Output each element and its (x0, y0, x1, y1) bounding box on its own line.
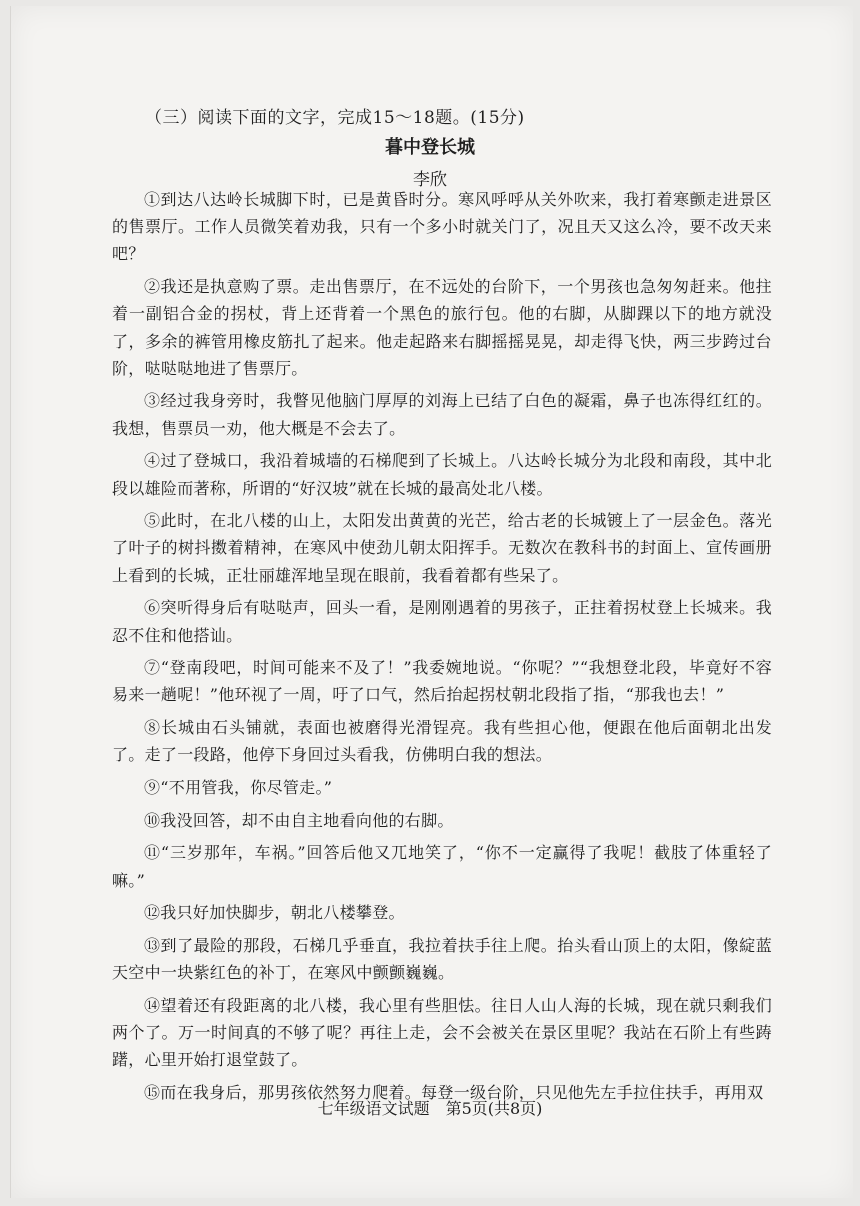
paragraph-12: ⑫我只好加快脚步，朝北八楼攀登。 (144, 903, 405, 923)
section-heading: （三）阅读下面的文字，完成15～18题。(15分) (145, 108, 525, 128)
paragraph-15: ⑮而在我身后，那男孩依然努力爬着。每登一级台阶，只见他先左手拉住扶手，再用双 (144, 1083, 764, 1103)
paragraph-8: ⑧长城由石头铺就，表面也被磨得光滑锃亮。我有些担心他，便跟在他后面朝北出发了。走了一段路，他停下身回过头看我，仿佛明白我的想法。 (112, 718, 772, 765)
paragraph-5: ⑤此时，在北八楼的山上，太阳发出黄黄的光芒，给古老的长城镀上了一层金色。落光了叶子的树抖擞着精神，在寒风中使劲儿朝太阳挥手。无数次在教科书的封面上、宣传画册上看到的长城，正壮丽雄浑地呈现在眼前，我看着都有些呆了。 (112, 511, 772, 585)
paragraph-3: ③经过我身旁时，我瞥见他脑门厚厚的刘海上已结了白色的凝霜，鼻子也冻得红红的。我想，售票员一劝，他大概是不会去了。 (112, 391, 772, 438)
paragraph-14: ⑭望着还有段距离的北八楼，我心里有些胆怯。往日人山人海的长城，现在就只剩我们两个了。万一时间真的不够了呢？再往上走，会不会被关在景区里呢？我站在石阶上有些踌躇，心里开始打退堂鼓了。 (112, 995, 772, 1070)
paragraph-13: ⑬到了最险的那段，石梯几乎垂直，我拉着扶手往上爬。抬头看山顶上的太阳，像綻蓝天空中一块紫红色的补丁，在寒风中颤颤巍巍。 (112, 936, 772, 983)
paragraph-6: ⑥突听得身后有哒哒声，回头一看，是刚刚遇着的男孩子，正拄着拐杖登上长城来。我忍不住和他搭讪。 (112, 598, 772, 645)
paragraph-11: ⑪“三岁那年，车祸。”回答后他又兀地笑了，“你不一定赢得了我呢！截肢了体重轻了嘛。” (112, 843, 772, 890)
paragraph-1: ①到达八达岭长城脚下时，已是黄昏时分。寒风呼呼从关外吹来，我打着寒颤走进景区的售票厅。工作人员微笑着劝我，只有一个多小时就关门了，况且天又这么冷，要不改天来吧？ (112, 190, 772, 264)
paragraph-10: ⑩我没回答，却不由自主地看向他的右脚。 (144, 810, 454, 830)
article-body (112, 186, 772, 1112)
paragraph-4: ④过了登城口，我沿着城墙的石梯爬到了长城上。八达岭长城分为北段和南段，其中北段以雄险而著称，所谓的“好汉坡”就在长城的最高处北八楼。 (112, 451, 772, 498)
paragraph-7: ⑦“登南段吧，时间可能来不及了！”我委婉地说。“你呢？”“我想登北段，毕竟好不容易来一趟呢！”他环视了一周，吁了口气，然后抬起拐杖朝北段指了指，“那我也去！” (112, 658, 772, 705)
article-author: 李欣 (413, 170, 447, 190)
paragraph-9: ⑨“不用管我，你尽管走。” (144, 778, 333, 798)
page-footer: 七年级语文试题 第5页(共8页) (317, 1099, 543, 1118)
paragraph-2: ②我还是执意购了票。走出售票厅，在不远处的台阶下，一个男孩也急匆匆赶来。他拄着一副铝合金的拐杖，背上还背着一个黑色的旅行包。他的右脚，从脚踝以下的地方就没了，多余的裤管用橡皮筋扎了起来。他走起路来右脚摇摇晃晃，却走得飞快，两三步跨过台阶，哒哒哒地进了售票厅。 (112, 277, 772, 378)
article-title: 暮中登长城 (385, 137, 475, 158)
